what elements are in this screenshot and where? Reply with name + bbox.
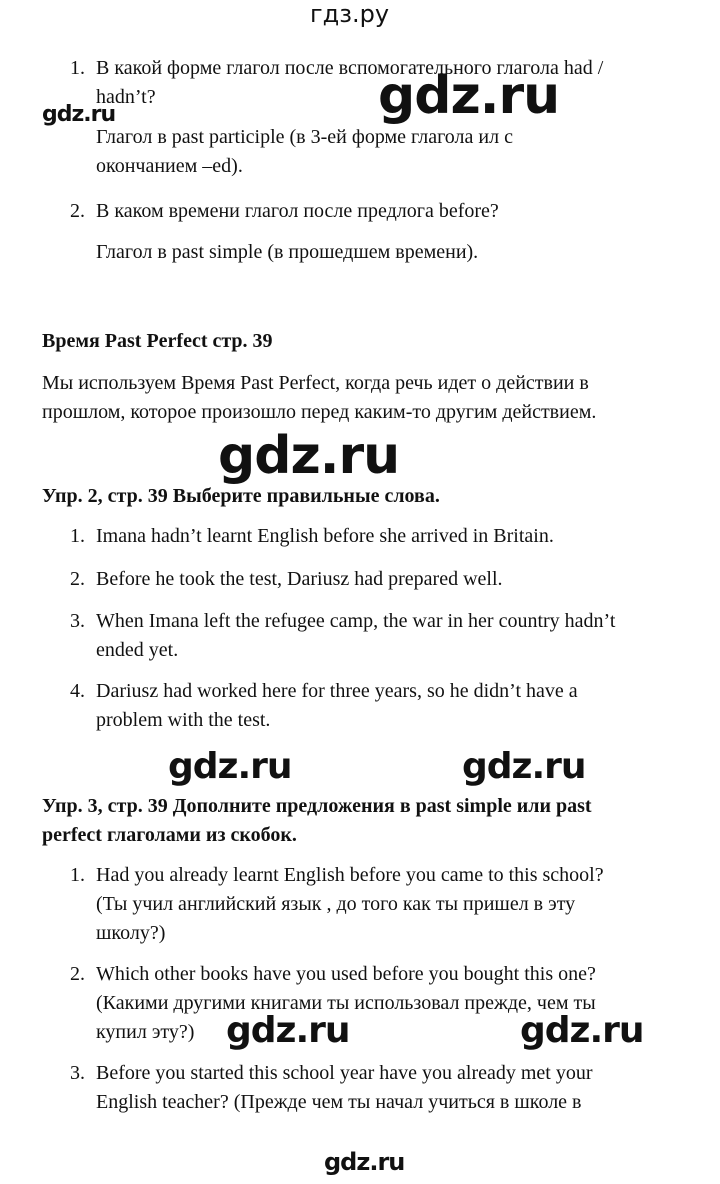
list-item-number: 4. (70, 680, 85, 702)
list-item-number: 1. (70, 525, 85, 547)
list-item-number: 3. (70, 610, 85, 632)
question-number: 2. (70, 200, 85, 222)
watermark: gdz.ru (226, 1010, 350, 1051)
watermark: gdz.ru (378, 66, 560, 126)
site-header: гдз.ру (310, 0, 390, 28)
list-item-number: 1. (70, 864, 85, 886)
list-item-text: Before you started this school year have you already met your (96, 1062, 593, 1084)
watermark: gdz.ru (218, 426, 400, 486)
list-item-text: When Imana left the refugee camp, the war in her country hadn’t (96, 610, 616, 632)
answer-text: Глагол в past simple (в прошедшем времени). (96, 241, 479, 263)
question-text: hadn’t? (96, 86, 156, 108)
watermark: gdz.ru (462, 746, 586, 787)
list-item-text: problem with the test. (96, 709, 271, 731)
question-number: 1. (70, 57, 85, 79)
exercise-title: Упр. 3, стр. 39 Дополните предложения в past simple или past (42, 795, 592, 817)
exercise-title: Упр. 2, стр. 39 Выберите правильные слова. (42, 485, 440, 507)
list-item-text: купил эту?) (96, 1021, 195, 1043)
question-text: В какой форме глагол после вспомогательного глагола had / (96, 57, 604, 79)
list-item-text: школу?) (96, 922, 166, 944)
list-item-text: (Какими другими книгами ты использовал прежде, чем ты (96, 992, 596, 1014)
question-text: В каком времени глагол после предлога before? (96, 200, 499, 222)
list-item-text: English teacher? (Прежде чем ты начал учиться в школе в (96, 1091, 582, 1113)
answer-text: Глагол в past participle (в 3-ей форме глагола ил с (96, 126, 513, 148)
exercise-title: perfect глаголами из скобок. (42, 824, 297, 846)
list-item-text: Imana hadn’t learnt English before she arrived in Britain. (96, 525, 554, 547)
list-item-number: 2. (70, 568, 85, 590)
watermark: gdz.ru (42, 102, 116, 127)
list-item-text: (Ты учил английский язык , до того как ты пришел в эту (96, 893, 576, 915)
section-text: Мы используем Время Past Perfect, когда речь идет о действии в (42, 372, 589, 394)
watermark: gdz.ru (324, 1148, 405, 1176)
section-text: прошлом, которое произошло перед каким-то другим действием. (42, 401, 597, 423)
watermark: gdz.ru (168, 746, 292, 787)
answer-text: окончанием –ed). (96, 155, 243, 177)
list-item-text: Which other books have you used before you bought this one? (96, 963, 596, 985)
list-item-number: 2. (70, 963, 85, 985)
list-item-text: Had you already learnt English before you came to this school? (96, 864, 604, 886)
watermark: gdz.ru (520, 1010, 644, 1051)
section-title: Время Past Perfect стр. 39 (42, 330, 273, 352)
list-item-text: ended yet. (96, 639, 179, 661)
list-item-text: Before he took the test, Dariusz had prepared well. (96, 568, 503, 590)
list-item-text: Dariusz had worked here for three years, so he didn’t have a (96, 680, 578, 702)
list-item-number: 3. (70, 1062, 85, 1084)
